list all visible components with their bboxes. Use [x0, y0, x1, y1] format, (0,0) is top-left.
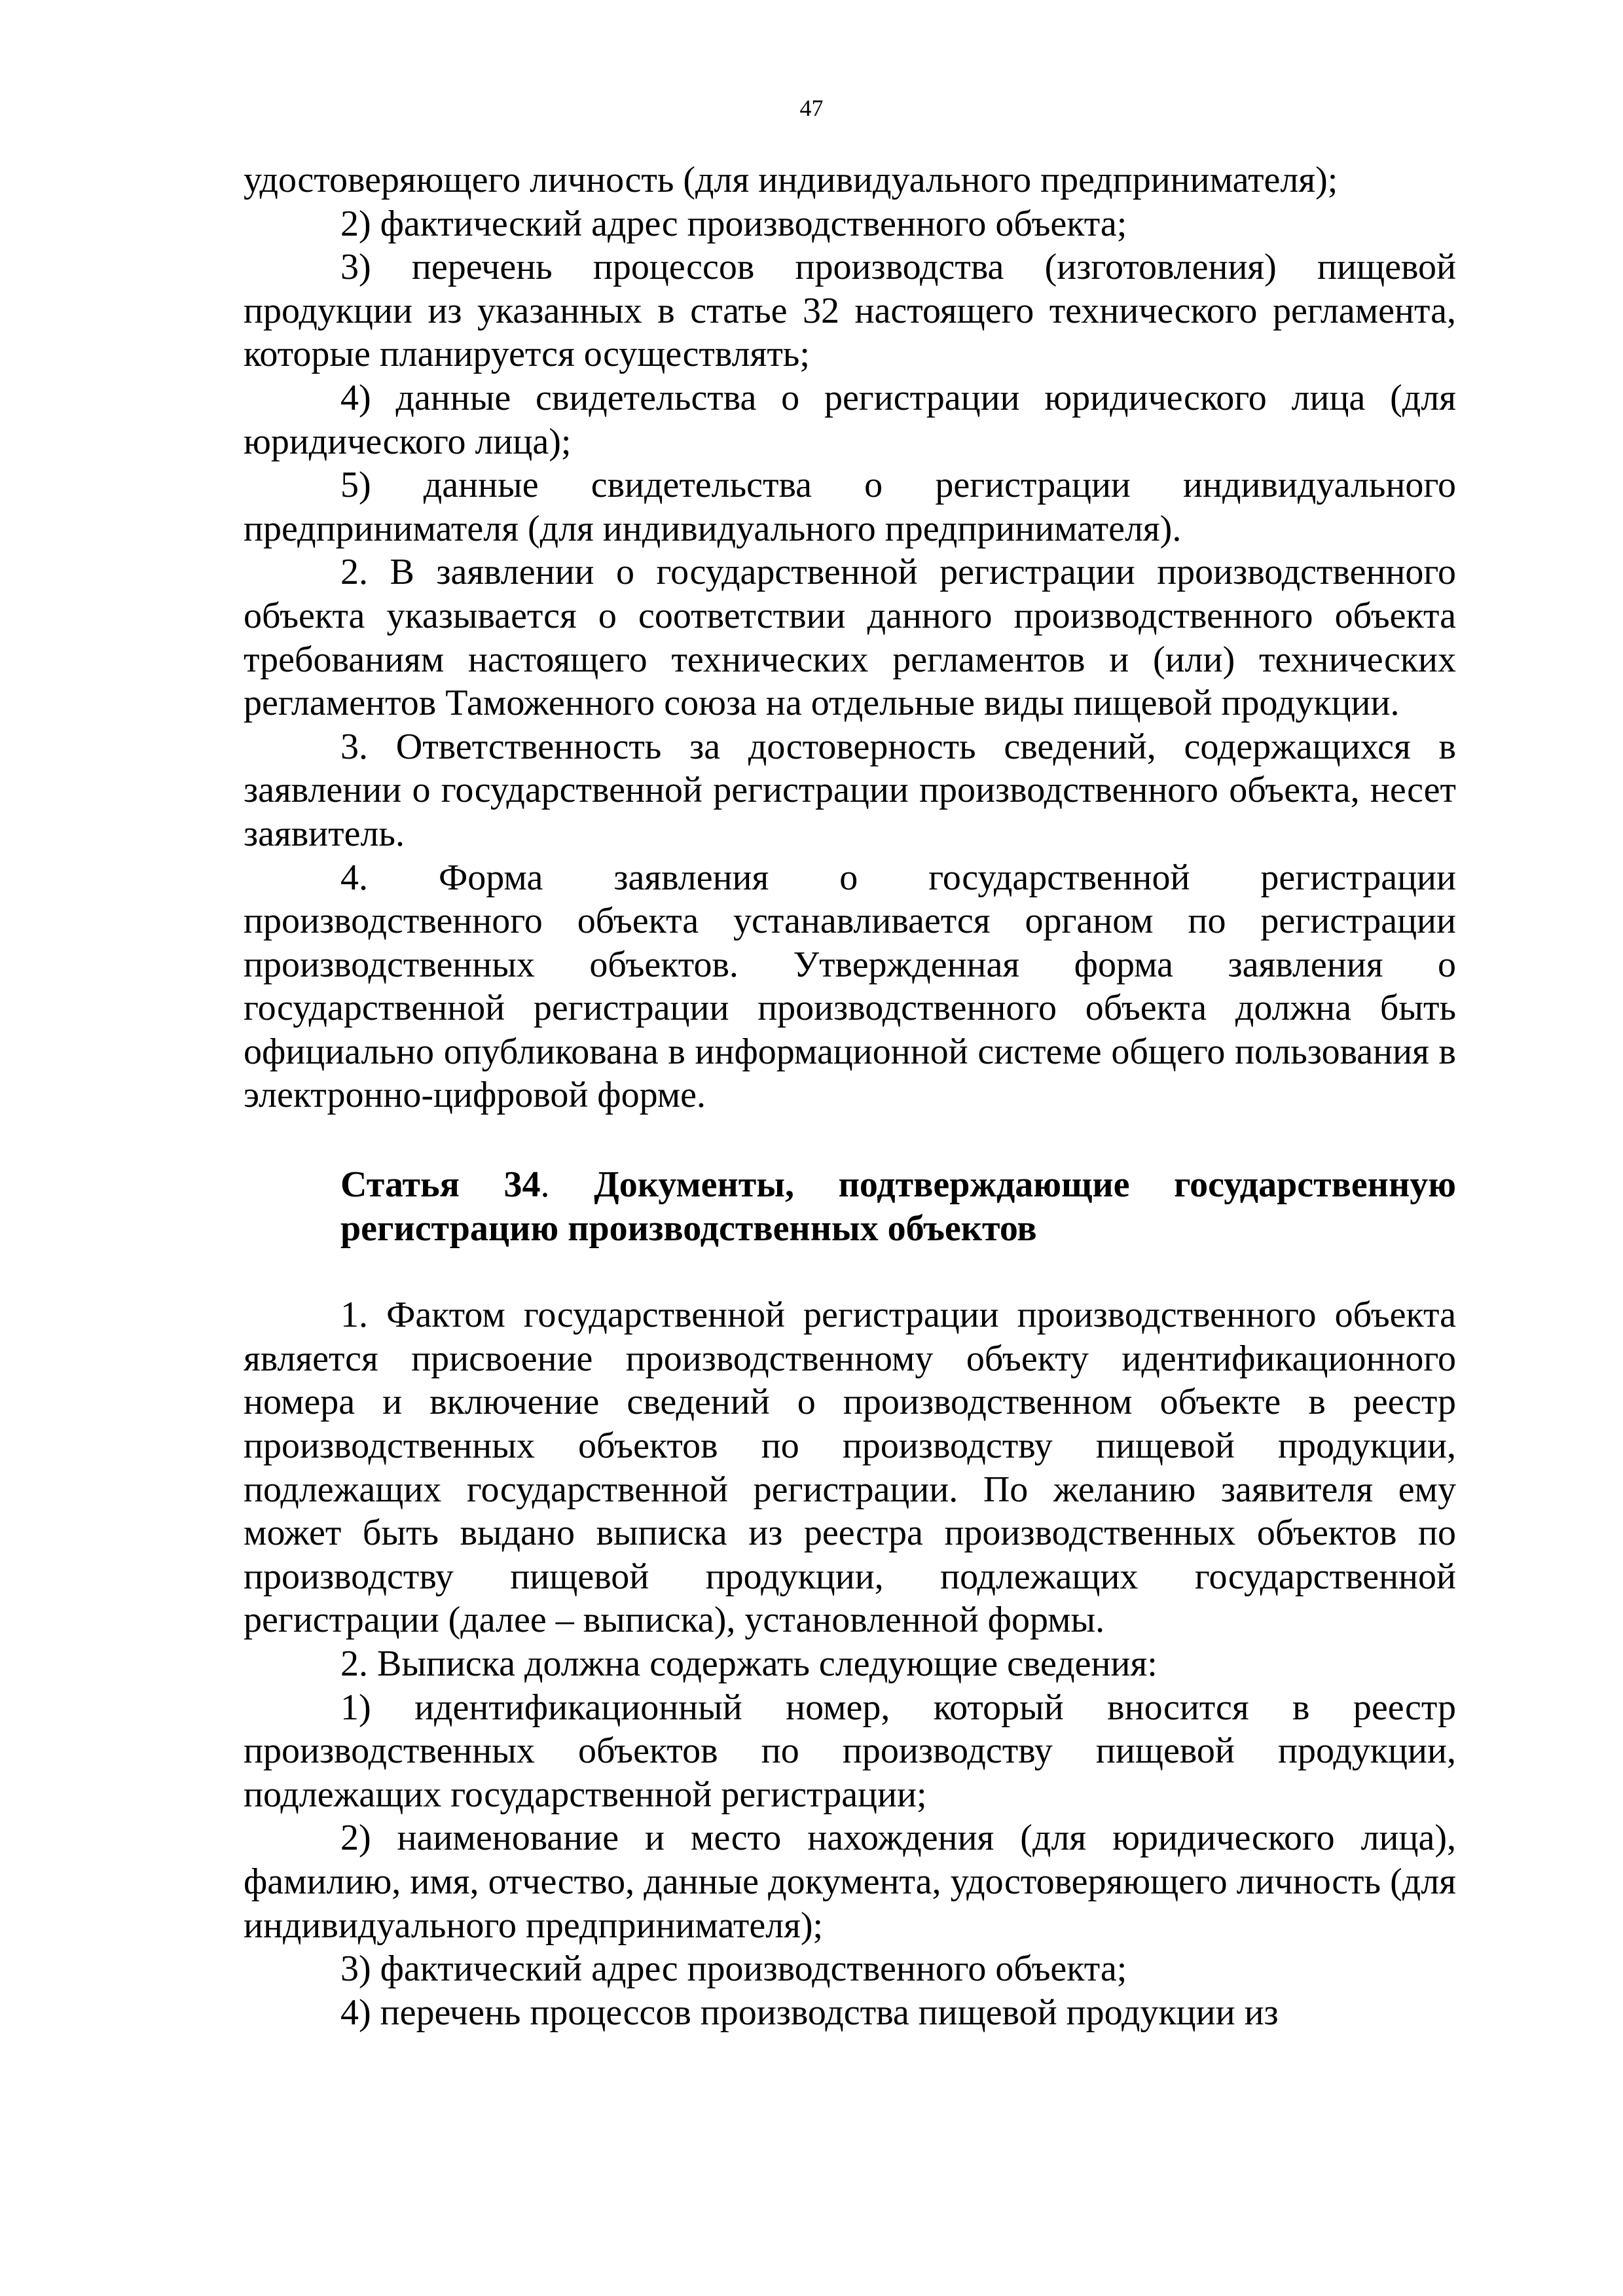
- paragraph: 3. Ответственность за достоверность сведений, содержащихся в заявлении о государственной регистрации производственного объекта, несет заявитель.: [244, 726, 1456, 854]
- document-body: [244, 158, 1456, 2034]
- paragraph: удостоверяющего личность (для индивидуального предпринимателя);: [244, 160, 1338, 200]
- paragraph: 2) наименование и место нахождения (для юридического лица), фамилию, имя, отчество, данные документа, удостоверяющего личность (для индивидуального предпринимателя);: [244, 1818, 1456, 1946]
- paragraph: 1. Фактом государственной регистрации производственного объекта является присвоение производственному объекту идентификационного номера и включение сведений о производственном объекте в реестр производственных объектов по производству пищевой продукции, подлежащих государственной регистрации. По желанию заявителя ему может быть выдано выписка из реестра производственных объектов по производству пищевой продукции, подлежащих государственной регистрации (далее – выписка), установленной формы.: [244, 1295, 1456, 1641]
- page-number: 47: [799, 95, 824, 121]
- paragraph: 3) перечень процессов производства (изготовления) пищевой продукции из указанных в статье 32 настоящего технического регламента, которые планируется осуществлять;: [244, 247, 1456, 375]
- article-label: Статья 34: [340, 1164, 541, 1206]
- paragraph: 2. Выписка должна содержать следующие сведения:: [340, 1643, 1158, 1684]
- paragraph: 4. Форма заявления о государственной регистрации производственного объекта устанавливается органом по регистрации производственных объектов. Утвержденная форма заявления о государственной регистрации производственного объекта должна быть официально опубликована в информационной системе общего пользования в электронно-цифровой форме.: [244, 857, 1456, 1116]
- article-heading: [244, 1163, 1456, 1250]
- paragraph: 5) данные свидетельства о регистрации индивидуального предпринимателя (для индивидуального предпринимателя).: [244, 465, 1456, 549]
- paragraph: 3) фактический адрес производственного объекта;: [340, 1948, 1127, 1990]
- paragraph: 2. В заявлении о государственной регистрации производственного объекта указывается о соответствии данного производственного объекта требованиям настоящего технических регламентов и (или) технических регламентов Таможенного союза на отдельные виды пищевой продукции.: [244, 552, 1456, 724]
- article-separator: .: [540, 1164, 550, 1206]
- paragraph: 4) данные свидетельства о регистрации юридического лица (для юридического лица);: [244, 377, 1456, 462]
- article-title: Документы, подтверждающие государственную регистрацию производственных объектов: [340, 1164, 1456, 1249]
- paragraph: 1) идентификационный номер, который вносится в реестр производственных объектов по производству пищевой продукции, подлежащих государственной регистрации;: [244, 1687, 1456, 1815]
- paragraph: 4) перечень процессов производства пищевой продукции из: [340, 1992, 1279, 2033]
- paragraph: 2) фактический адрес производственного объекта;: [340, 203, 1127, 244]
